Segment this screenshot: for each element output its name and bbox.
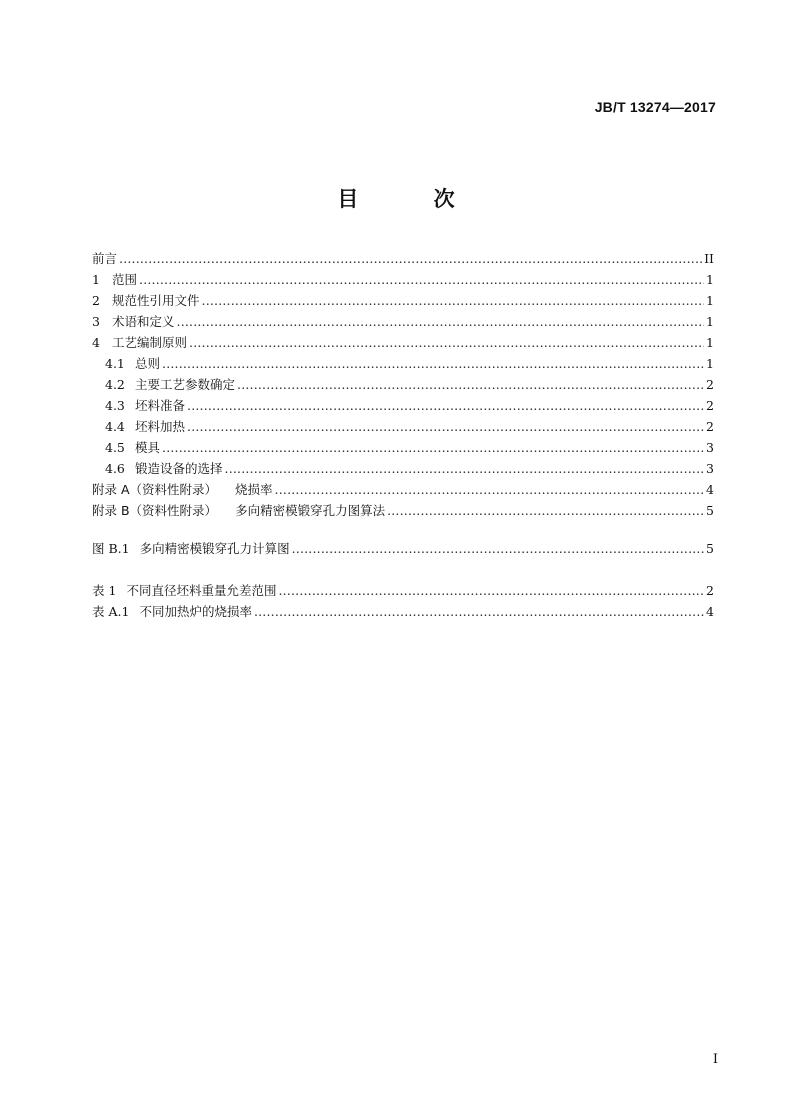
toc-leader [225,458,704,479]
toc-label: 多向精密模锻穿孔力计算图 [139,541,290,556]
toc-page: 2 [706,398,714,413]
toc-label: 术语和定义 [112,314,175,329]
toc-leader [162,437,704,458]
toc-page: 2 [706,377,714,392]
toc-page: 1 [706,293,714,308]
toc-leader [187,395,704,416]
toc-label: 坯料加热 [135,419,186,434]
toc-entry-appendix-b[interactable] [92,500,714,521]
toc-page: 1 [706,335,714,350]
toc-label: 不同加热炉的烧损率 [139,604,252,619]
standard-code: JB/T 13274—2017 [594,99,716,115]
toc-leader [254,601,704,622]
toc-page: 1 [706,272,714,287]
toc-entry-4-6[interactable] [92,458,714,479]
toc-number: 4.1 [105,356,125,371]
toc-label: 规范性引用文件 [112,293,200,308]
toc-leader [189,332,704,353]
toc-number: 4.5 [105,440,125,455]
toc-leader [202,290,704,311]
toc-entry-figure-b1[interactable] [92,538,714,559]
toc-entry-table-1[interactable] [92,580,714,601]
toc-entry-normative-references[interactable] [92,290,714,311]
toc-entry-process-principles[interactable] [92,332,714,353]
toc-page: 2 [706,419,714,434]
toc-page: 5 [706,503,714,518]
toc-label: 多向精密模锻穿孔力图算法 [235,503,386,518]
toc-page: 2 [706,583,714,598]
toc-entry-4-3[interactable] [92,395,714,416]
toc-entry-foreword[interactable] [92,248,714,269]
toc-page: 4 [706,482,714,497]
toc-page: 3 [706,440,714,455]
toc-label: 工艺编制原则 [112,335,188,350]
toc-page: 1 [706,314,714,329]
toc-entry-terms[interactable] [92,311,714,332]
toc-number: 4.6 [105,461,125,476]
toc-figures [92,538,714,559]
toc-leader [275,479,704,500]
toc-entry-table-a1[interactable] [92,601,714,622]
toc-entry-scope[interactable] [92,269,714,290]
toc-label: 前言 [92,251,118,266]
toc-number: 表 A.1 [92,604,130,619]
toc-entry-4-1[interactable] [92,353,714,374]
toc-number: 4 [92,335,100,350]
footer-page-number: I [712,1052,718,1067]
toc-leader [387,500,704,521]
toc-leader [119,248,702,269]
toc-label: 模具 [135,440,161,455]
toc-number: 4.3 [105,398,125,413]
toc-leader [177,311,704,332]
toc-number: 附录 A（资料性附录） [92,482,218,497]
toc-leader [139,269,704,290]
toc-number: 附录 B（资料性附录） [92,503,218,518]
toc-leader [162,353,704,374]
toc-number: 图 B.1 [92,541,130,556]
toc-number: 3 [92,314,100,329]
toc-number: 1 [92,272,100,287]
toc-label: 不同直径坯料重量允差范围 [126,583,277,598]
toc-leader [187,416,704,437]
toc-entry-4-5[interactable] [92,437,714,458]
toc-label: 总则 [135,356,161,371]
toc-page: 1 [706,356,714,371]
toc-number: 4.2 [105,377,125,392]
toc-label: 烧损率 [235,482,273,497]
toc-page: 3 [706,461,714,476]
toc-page: 4 [706,604,714,619]
toc-label: 主要工艺参数确定 [135,377,236,392]
toc-page: 5 [706,541,714,556]
toc-number: 表 1 [92,583,117,598]
toc-leader [237,374,704,395]
toc-leader [292,538,704,559]
toc-entry-4-4[interactable] [92,416,714,437]
page-title: 目 次 [337,187,489,211]
toc-label: 范围 [112,272,138,287]
toc-leader [278,580,704,601]
toc-page: II [704,251,714,266]
toc-entry-4-2[interactable] [92,374,714,395]
toc-entry-appendix-a[interactable] [92,479,714,500]
toc-label: 坯料准备 [135,398,186,413]
toc-number: 2 [92,293,100,308]
toc-tables [92,580,714,622]
toc-label: 锻造设备的选择 [135,461,223,476]
toc-main [92,248,714,521]
toc-number: 4.4 [105,419,125,434]
